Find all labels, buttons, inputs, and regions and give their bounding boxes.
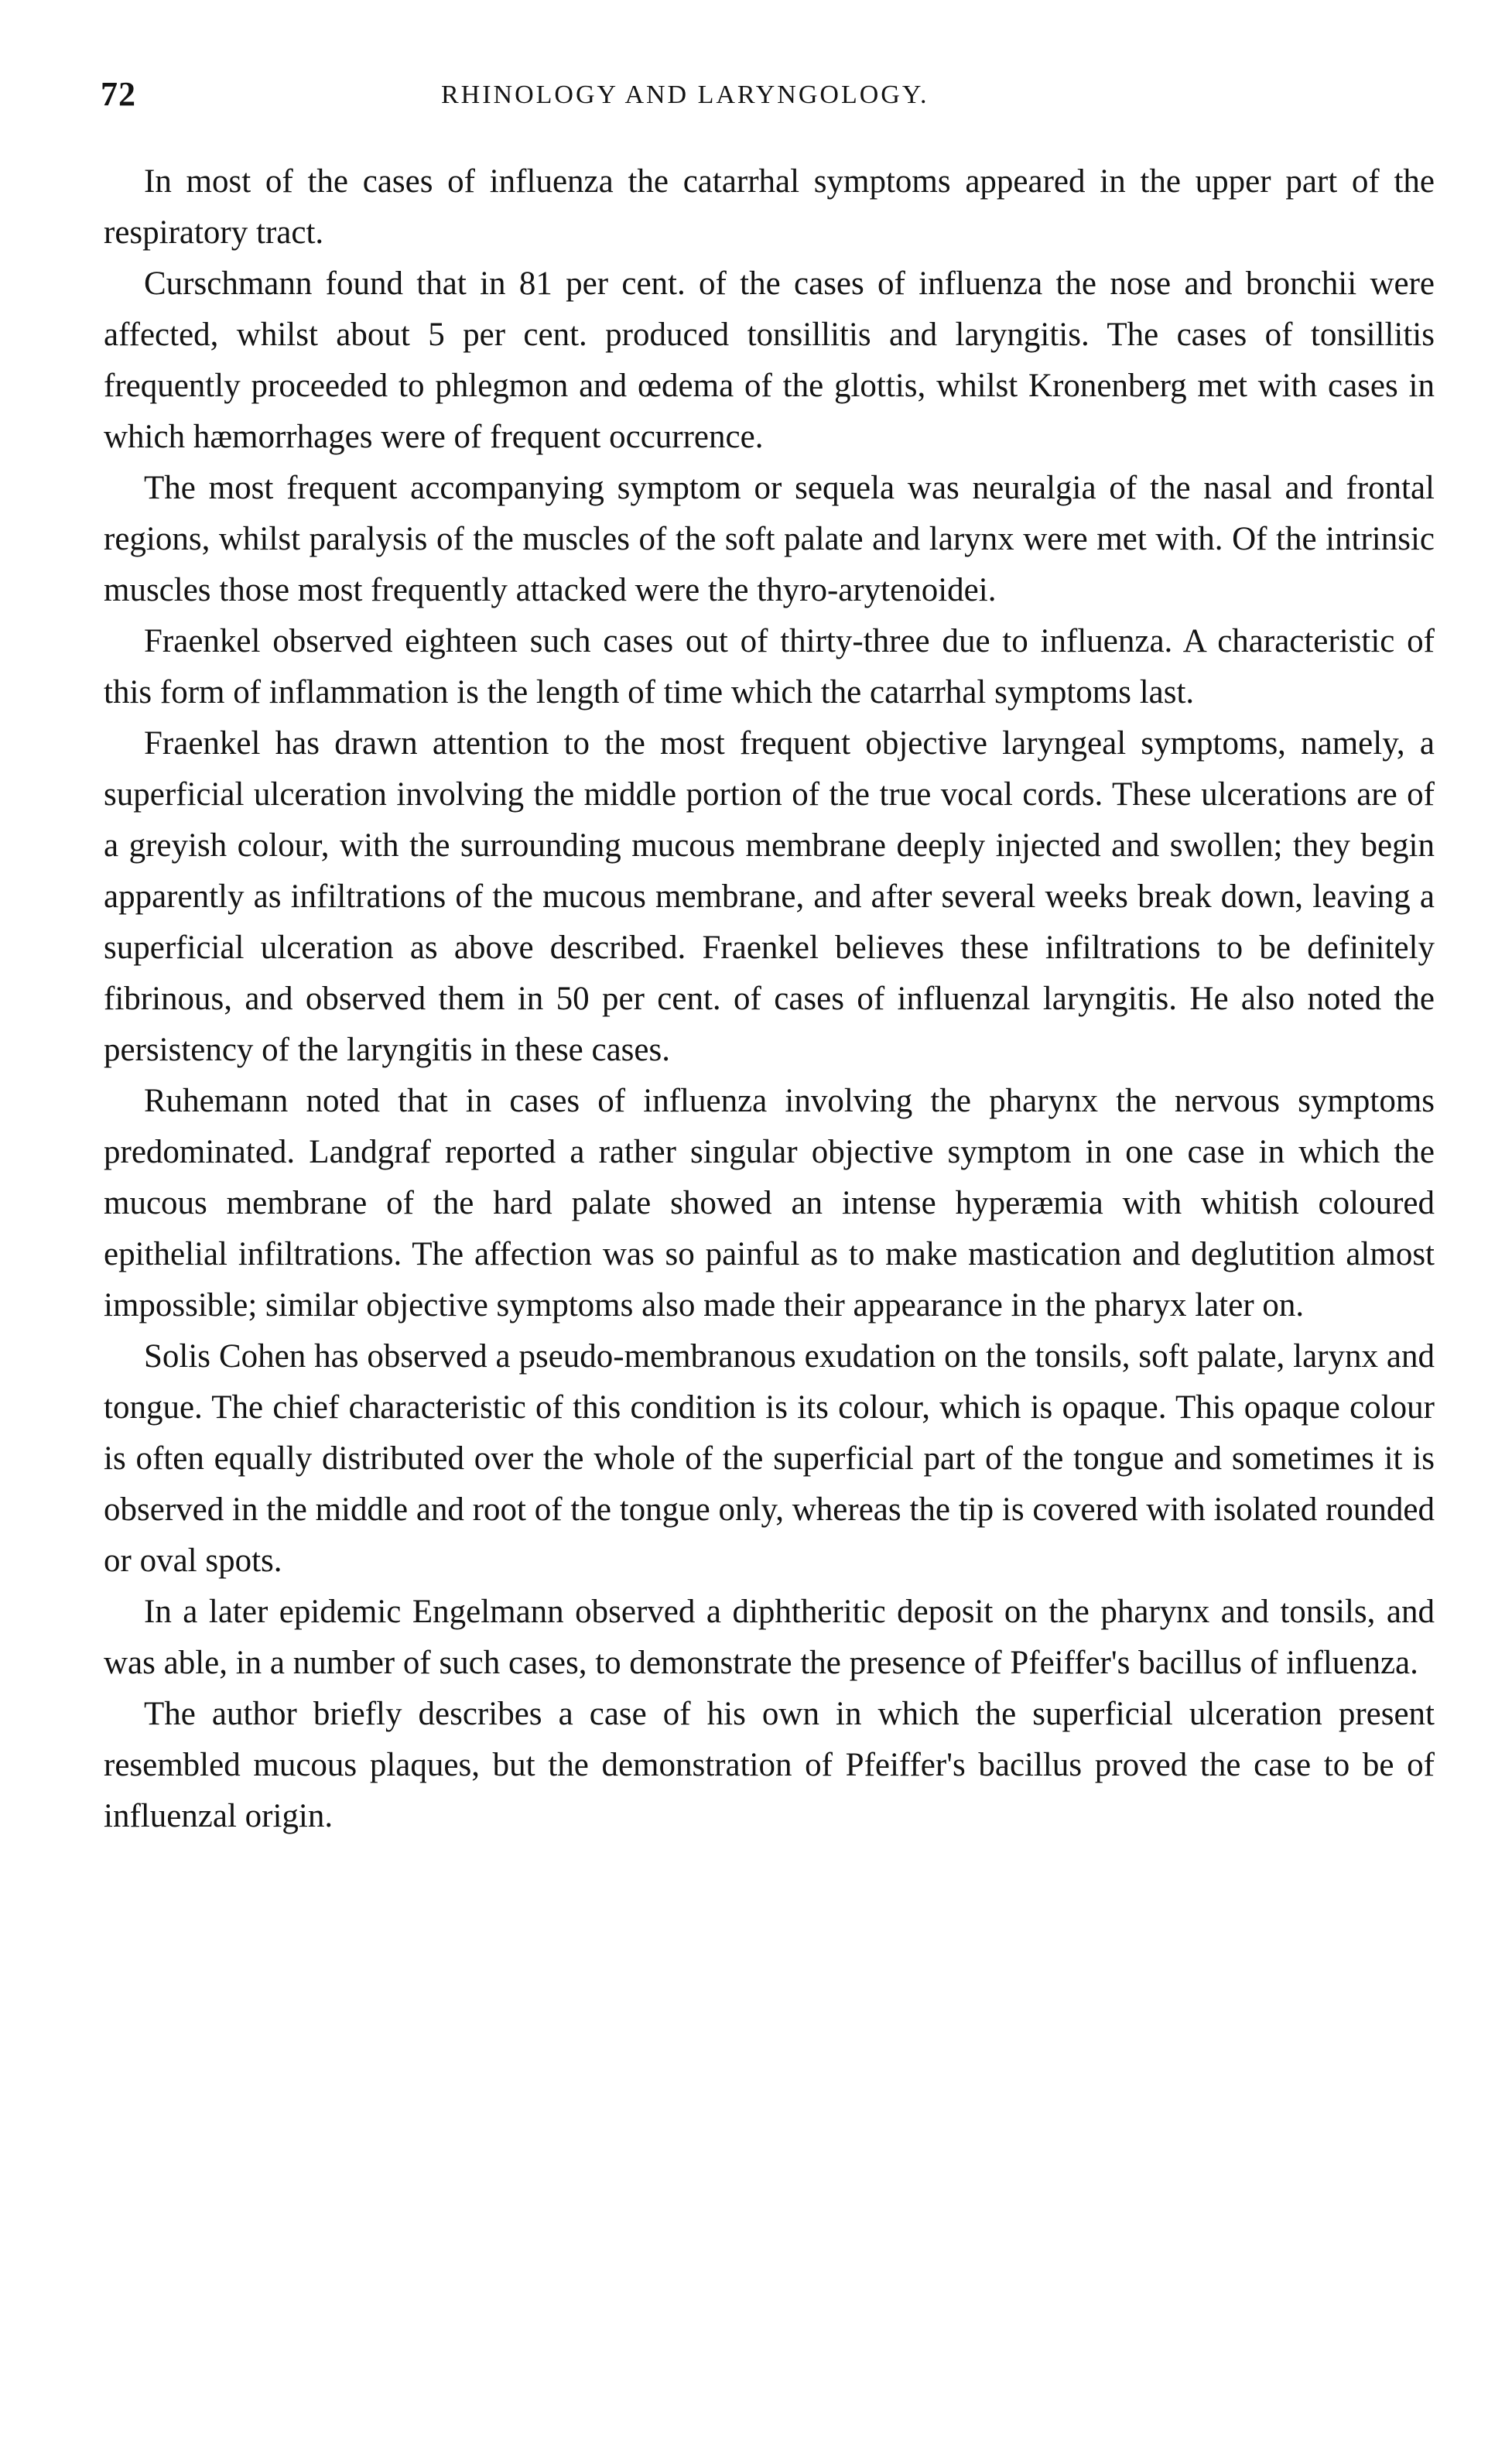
paragraph-engelmann: In a later epidemic Engelmann observed a diphtheritic deposit on the pharynx and tonsils, and was able, in a number of such cases, to demonstrate the presence of Pfeiffer's bacillus of influenza. <box>104 1594 1435 1681</box>
paragraph-influenza-catarrhal: In most of the cases of influenza the catarrhal symptoms appeared in the upper part of the respiratory tract. <box>104 163 1435 251</box>
paragraph-curschmann: Curschmann found that in 81 per cent. of the cases of influenza the nose and bronchii were affected, whilst about 5 per cent. produced tonsillitis and laryngitis. The cases of tonsillitis frequently proceeded to phlegmon and œdema of the glottis, whilst Kronenberg met with cases in which hæmorrhages were of frequent occurrence. <box>104 265 1435 455</box>
paragraph-fraenkel-cases: Fraenkel observed eighteen such cases out of thirty-three due to influenza. A characteristic of this form of inflammation is the length of time which the catarrhal symptoms last. <box>104 623 1435 711</box>
paragraph-fraenkel-ulceration: Fraenkel has drawn attention to the most frequent objective laryngeal symptoms, namely, a superficial ulceration involving the middle portion of the true vocal cords. These ulcerations are of a greyish colour, with the surrounding mucous membrane deeply injected and swollen; they begin apparently as infiltrations of the mucous membrane, and after several weeks break down, leaving a superficial ulceration as above described. Fraenkel believes these infiltrations to be definitely fibrinous, and observed them in 50 per cent. of cases of influenzal laryngitis. He also noted the persistency of the laryngitis in these cases. <box>104 725 1435 1068</box>
paragraph-ruhemann: Ruhemann noted that in cases of influenza involving the pharynx the nervous symptoms predominated. Landgraf reported a rather singular objective symptom in one case in which the mucous membrane of the hard palate showed an intense hyperæmia with whitish coloured epithelial infiltrations. The affection was so painful as to make mastication and deglutition almost impossible; similar objective symptoms also made their appearance in the pharyx later on. <box>104 1083 1435 1324</box>
paragraph-author-case: The author briefly describes a case of his own in which the superficial ulceration present resembled mucous plaques, but the demonstration of Pfeiffer's bacillus proved the case to be of influenzal origin. <box>104 1696 1435 1834</box>
page-number: 72 <box>101 75 136 113</box>
body-text <box>104 156 1435 1842</box>
paragraph-solis-cohen: Solis Cohen has observed a pseudo-membranous exudation on the tonsils, soft palate, larynx and tongue. The chief characteristic of this condition is its colour, which is opaque. This opaque colour is often equally distributed over the whole of the superficial part of the tongue and sometimes it is observed in the middle and root of the tongue only, whereas the tip is covered with isolated rounded or oval spots. <box>104 1338 1435 1579</box>
running-title: RHINOLOGY AND LARYNGOLOGY. <box>441 80 929 109</box>
page-header <box>101 74 1432 121</box>
paragraph-neuralgia: The most frequent accompanying symptom or sequela was neuralgia of the nasal and frontal regions, whilst paralysis of the muscles of the soft palate and larynx were met with. Of the intrinsic muscles those most frequently attacked were the thyro-arytenoidei. <box>104 470 1435 608</box>
